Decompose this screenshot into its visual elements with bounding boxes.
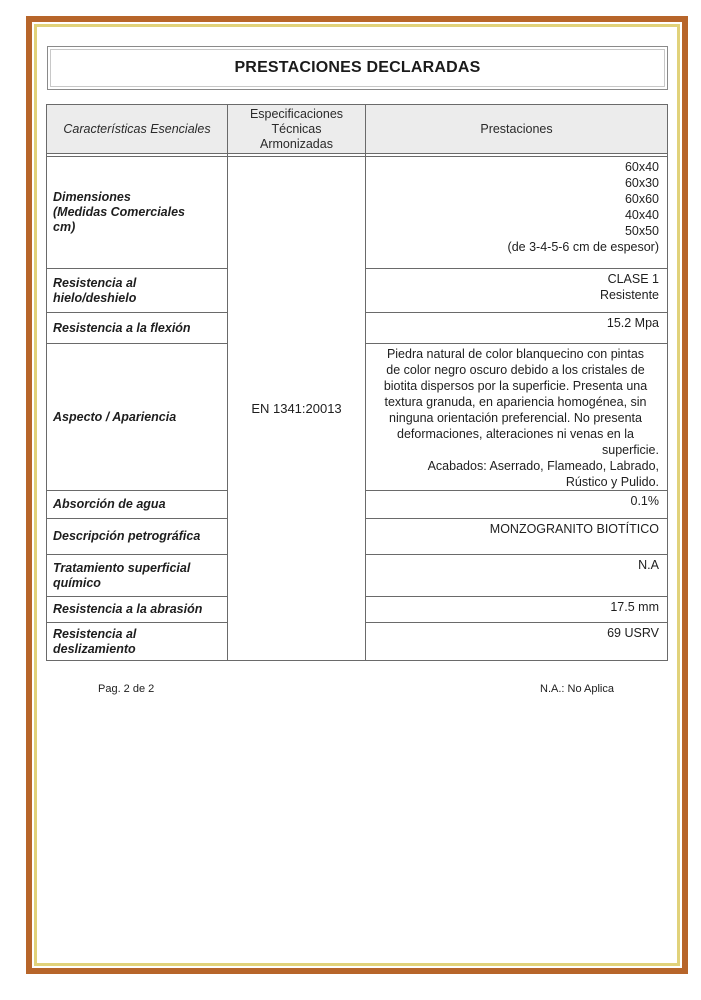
characteristic-cell [47, 623, 228, 661]
characteristic-line: químico [53, 575, 101, 590]
characteristic-line: Resistencia al [53, 275, 137, 290]
characteristic-cell [47, 344, 228, 491]
performance-line: deformaciones, alteraciones ni venas en la [397, 427, 634, 441]
performance-line: 17.5 mm [610, 600, 659, 614]
header-spec-line: Especificaciones [249, 106, 344, 121]
footer-page-number: Pag. 2 de 2 [98, 683, 155, 695]
characteristic-cell [47, 269, 228, 313]
performance-line: CLASE 1 [607, 272, 659, 286]
characteristic-line: (Medidas Comerciales [53, 205, 185, 219]
header-spec-line: Armonizadas [260, 136, 333, 151]
characteristic-line: Resistencia a la abrasión [53, 602, 203, 616]
performance-line: textura granuda, en apariencia homogénea, sin [384, 395, 647, 409]
performance-table [46, 104, 668, 661]
performance-line: Acabados: Aserrado, Flameado, Labrado, [427, 459, 659, 473]
performance-cell [366, 313, 668, 344]
performance-line: Rústico y Pulido. [565, 475, 659, 489]
performance-line: 69 USRV [607, 626, 659, 640]
footer-note: N.A.: No Aplica [540, 683, 614, 695]
performance-line: MONZOGRANITO BIOTÍTICO [489, 522, 659, 536]
performance-line: 15.2 Mpa [606, 316, 659, 330]
characteristic-cell [47, 491, 228, 519]
performance-cell [366, 519, 668, 555]
performance-line: 50x50 [624, 224, 659, 238]
performance-cell [366, 623, 668, 661]
characteristic-line: Absorción de agua [53, 497, 166, 511]
characteristic-line: Resistencia al [53, 626, 137, 641]
characteristic-line: cm) [53, 220, 76, 234]
performance-line: (de 3-4-5-6 cm de espesor) [507, 240, 659, 254]
characteristic-line: Resistencia a la flexión [53, 320, 191, 335]
performance-cell [366, 597, 668, 623]
table-header-row [47, 105, 668, 154]
characteristic-cell [47, 519, 228, 555]
header-performance: Prestaciones [366, 105, 668, 154]
characteristic-line: deslizamiento [53, 641, 136, 656]
performance-cell [366, 555, 668, 597]
specification-cell: EN 1341:20013 [228, 157, 366, 661]
page-title: PRESTACIONES DECLARADAS [234, 59, 481, 76]
characteristic-cell [47, 157, 228, 269]
performance-line: biotita dispersos por la superficie. Presenta una [383, 379, 648, 393]
performance-line: superficie. [602, 443, 659, 457]
performance-line: 60x30 [624, 176, 659, 190]
performance-cell [366, 344, 668, 491]
performance-cell [366, 157, 668, 269]
table-row [47, 157, 668, 269]
performance-line: 40x40 [624, 208, 659, 222]
header-specifications [228, 105, 366, 154]
performance-line: de color negro oscuro debido a los cristales de [386, 363, 645, 377]
characteristic-line: Aspecto / Apariencia [53, 409, 177, 424]
performance-line: Piedra natural de color blanquecino con pintas [386, 347, 645, 361]
characteristic-cell [47, 313, 228, 344]
performance-line: Resistente [599, 288, 659, 302]
header-characteristics: Características Esenciales [47, 105, 228, 154]
performance-cell [366, 269, 668, 313]
performance-line: 60x60 [624, 192, 659, 206]
characteristic-line: Descripción petrográfica [53, 529, 201, 543]
performance-line: 0.1% [630, 494, 659, 508]
performance-line: 60x40 [624, 160, 659, 174]
performance-cell [366, 491, 668, 519]
performance-line: N.A [638, 558, 659, 572]
characteristic-cell [47, 597, 228, 623]
characteristic-line: Tratamiento superficial [53, 560, 191, 575]
performance-line: ninguna orientación preferencial. No presenta [389, 411, 642, 425]
characteristic-line: hielo/deshielo [53, 290, 137, 305]
title-box [47, 46, 668, 90]
header-spec-line: Técnicas [271, 121, 322, 136]
characteristic-line: Dimensiones [53, 190, 131, 204]
characteristic-cell [47, 555, 228, 597]
